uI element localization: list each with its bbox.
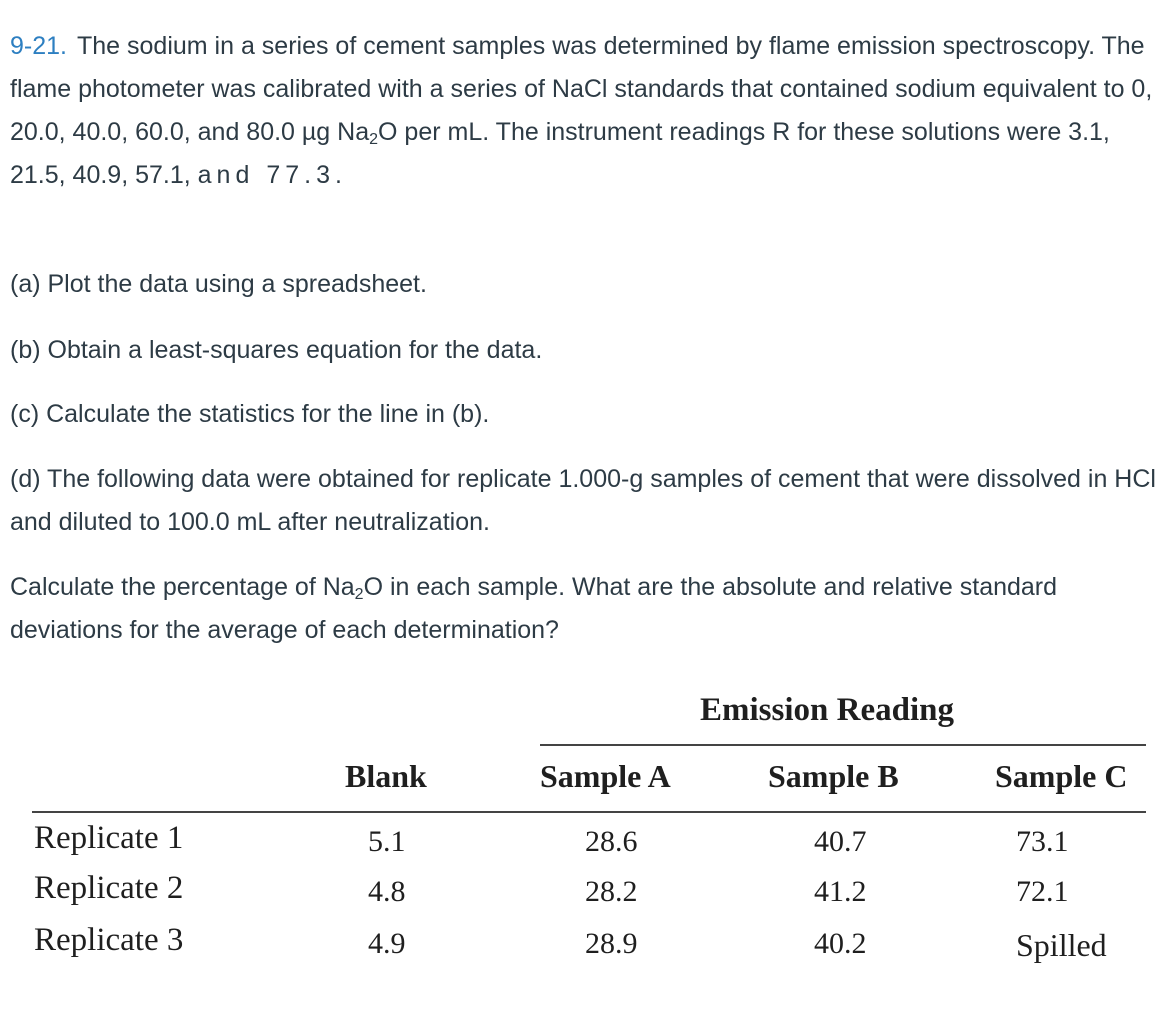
spanner-rule [540,744,1146,746]
question-subscript-2: 2 [354,586,364,603]
col-head-sample-c: Sample C [995,758,1128,794]
problem-statement [10,25,1160,197]
emission-table [0,680,1174,1010]
cell-r3-sample-c: Spilled [1016,927,1107,963]
cell-r2-blank: 4.8 [368,875,406,908]
question-text [10,566,1160,652]
cell-r3-blank: 4.9 [368,927,406,960]
part-a: (a) Plot the data using a spreadsheet. [10,270,427,298]
question-text-1: Calculate the percentage of Na [10,573,355,601]
cell-r1-sample-b: 40.7 [814,825,867,858]
cell-r1-sample-c: 73.1 [1016,825,1069,858]
cell-r1-sample-a: 28.6 [585,825,638,858]
question-text-2: O in each sample. What are the absolute and relative standard deviations for the average of each determination? [10,573,1058,644]
part-c: (c) Calculate the statistics for the line in (b). [10,400,490,428]
header-rule [32,811,1146,813]
problem-number: 9-21. [10,32,67,60]
col-head-sample-a: Sample A [540,758,671,794]
intro-text-3: and 77.3. [197,161,347,189]
col-head-blank: Blank [345,758,427,794]
cell-r1-blank: 5.1 [368,825,406,858]
row-label-replicate-1: Replicate 1 [34,820,184,856]
subscript-2: 2 [369,131,379,148]
cell-r2-sample-b: 41.2 [814,875,867,908]
row-label-replicate-2: Replicate 2 [34,870,184,906]
cell-r3-sample-b: 40.2 [814,927,867,960]
intro-text-2: O per mL. The instrument readings R for these solutions were 3.1, 21.5, 40.9, 57.1, [10,118,1110,189]
table-spanner-heading: Emission Reading [700,692,954,728]
part-b: (b) Obtain a least-squares equation for the data. [10,336,543,364]
intro-text-1: The sodium in a series of cement samples was determined by flame emission spectroscopy. The flame photometer was calibrated with a series of NaCl standards that contained sodium equivalent to 0, 20.0, 40.0, 60.0, and 80.0 µg Na [10,32,1153,146]
cell-r2-sample-a: 28.2 [585,875,638,908]
cell-r2-sample-c: 72.1 [1016,875,1069,908]
col-head-sample-b: Sample B [768,758,899,794]
cell-r3-sample-a: 28.9 [585,927,638,960]
row-label-replicate-3: Replicate 3 [34,922,184,958]
part-d: (d) The following data were obtained for replicate 1.000-g samples of cement that were dissolved in HCl and diluted to 100.0 mL after neutralization. [10,465,1156,536]
